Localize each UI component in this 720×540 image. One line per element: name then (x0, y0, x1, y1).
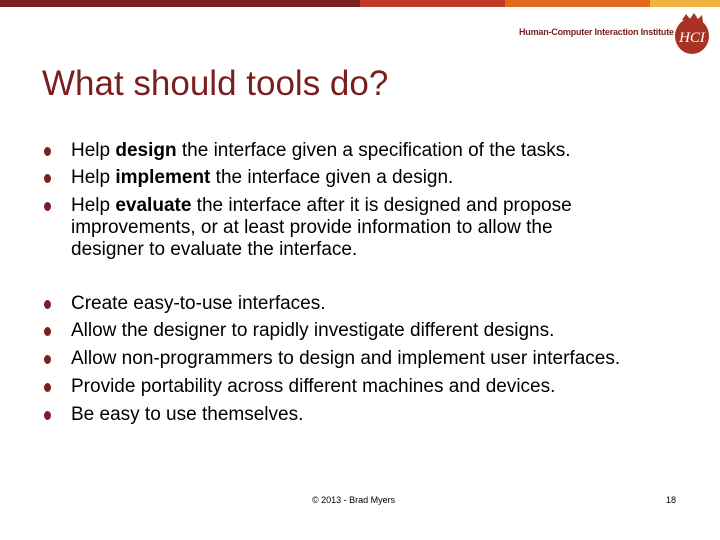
top-bar-segment (650, 0, 720, 7)
bullet-text: Provide portability across different machines and devices. (71, 376, 556, 397)
bullet-text: Allow non-programmers to design and implement user interfaces. (71, 348, 621, 369)
bullet-dot (44, 174, 51, 183)
bullet-dot (44, 355, 51, 364)
top-bar-segment (0, 0, 360, 7)
bullet-dot (44, 202, 51, 211)
bullet-text: Create easy-to-use interfaces. (71, 293, 326, 314)
slide-title: What should tools do? (42, 64, 389, 103)
bullet-dot (44, 383, 51, 392)
bullet-text: Help implement the interface given a design. (71, 167, 454, 188)
bullet-text: Allow the designer to rapidly investigate different designs. (71, 320, 555, 341)
page-number: 18 (666, 495, 677, 505)
bullet-dot (44, 300, 51, 309)
institute-name: Human-Computer Interaction Institute (519, 27, 674, 37)
top-color-bar (0, 0, 720, 7)
footer-copyright: © 2013 - Brad Myers (312, 495, 396, 505)
bullet-text: Help evaluate the interface after it is designed and propose improvements, or at least provide information to allow the designer to evaluate the interface. (71, 195, 572, 260)
logo-text: HCI (679, 30, 705, 46)
bullet-dot (44, 147, 51, 156)
bullet-text: Help design the interface given a specification of the tasks. (71, 140, 571, 161)
bullet-text: Be easy to use themselves. (71, 404, 304, 425)
top-bar-segment (505, 0, 650, 7)
bullet-dot (44, 327, 51, 336)
bullet-dot (44, 411, 51, 420)
hci-logo (672, 12, 712, 56)
top-bar-segment (360, 0, 505, 7)
